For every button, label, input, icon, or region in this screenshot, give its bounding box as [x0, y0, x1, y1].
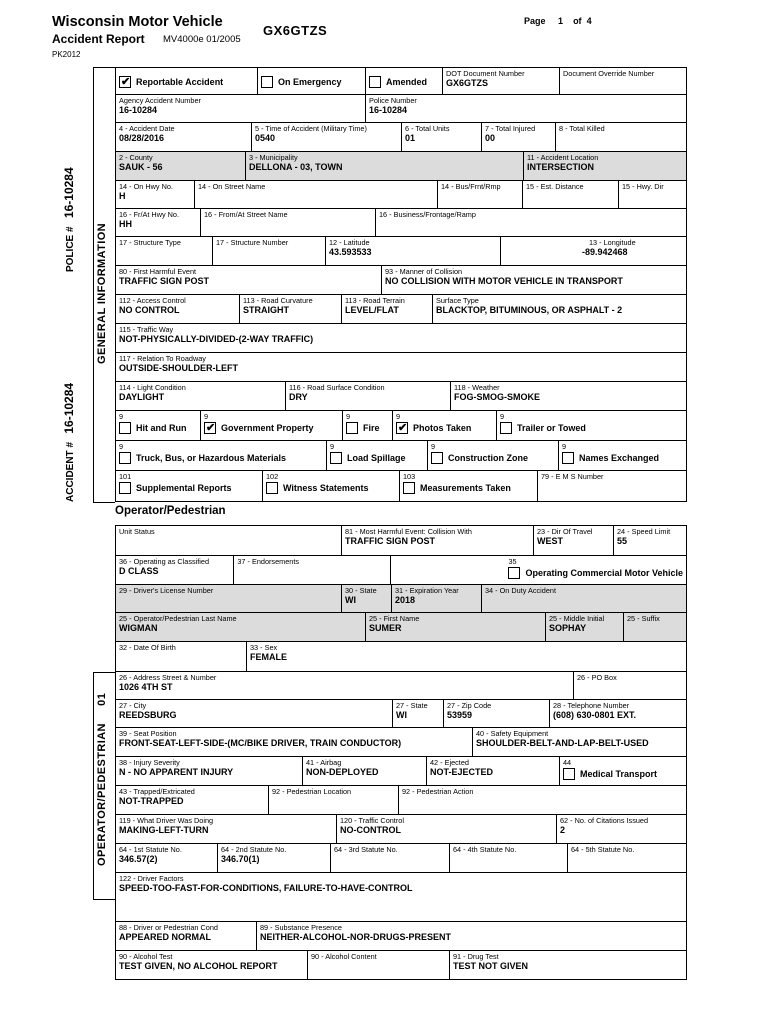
police-side-label: POLICE #	[65, 226, 76, 272]
amended-checkbox[interactable]	[369, 76, 381, 88]
pedloc-label: 92 - Pedestrian Location	[272, 787, 352, 796]
gov-property-checkbox[interactable]	[204, 422, 216, 434]
witness-label: Witness Statements	[283, 483, 369, 493]
speed-value: 55	[617, 536, 628, 546]
truck-label: Truck, Bus, or Hazardous Materials	[136, 453, 287, 463]
addr-value: 1026 4TH ST	[119, 682, 173, 692]
light-value: DAYLIGHT	[119, 392, 165, 402]
statute1-value: 346.57(2)	[119, 854, 158, 864]
muni-value: DELLONA - 03, TOWN	[249, 162, 343, 172]
page-indicator	[524, 16, 592, 26]
exp-value: 2018	[395, 595, 416, 605]
statute5-label: 64 - 5th Statute No.	[571, 845, 635, 854]
state-value: WI	[345, 595, 356, 605]
flags-row-3	[115, 471, 687, 502]
terrain-label: 113 - Road Terrain	[345, 296, 405, 305]
load-label: Load Spillage	[347, 453, 406, 463]
zip-label: 27 - Zip Code	[447, 701, 492, 710]
onhwy-value: H	[119, 191, 126, 201]
weather-value: FOG-SMOG-SMOKE	[454, 392, 540, 402]
date-row	[115, 123, 687, 152]
field-44: 44	[563, 758, 572, 767]
dob-row	[115, 642, 687, 672]
commercial-label: Operating Commercial Motor Vehicle	[525, 568, 683, 578]
field-number: 9	[330, 442, 335, 451]
factors-label: 122 - Driver Factors	[119, 874, 184, 883]
county-label: 2 - County	[119, 153, 153, 162]
st-value: WI	[396, 710, 407, 720]
ems-label: 79 - E M S Number	[541, 472, 604, 481]
safety-label: 40 - Safety Equipment	[476, 729, 549, 738]
flags-row-1	[115, 411, 687, 441]
alccont-label: 90 - Alcohol Content	[311, 952, 377, 961]
injured-value: 00	[485, 133, 496, 143]
fromhwy-value: HH	[119, 219, 132, 229]
onduty-label: 34 - On Duty Accident	[485, 586, 556, 595]
statute-row	[115, 844, 687, 873]
fromstreet-label: 16 - From/At Street Name	[204, 210, 288, 219]
statute4-label: 64 - 4th Statute No.	[453, 845, 517, 854]
fromhwy-label: 16 - Fr/At Hwy No.	[119, 210, 180, 219]
page-total: 4	[586, 16, 592, 26]
unit-status-row	[115, 525, 687, 556]
pk-code: PK2012	[52, 50, 81, 59]
city-value: REEDSBURG	[119, 710, 177, 720]
accident-side-label: ACCIDENT #	[65, 441, 76, 502]
police-num-label: Police Number	[369, 96, 417, 105]
citations-label: 62 - No. of Citations Issued	[560, 816, 649, 825]
cond-value: APPEARED NORMAL	[119, 932, 212, 942]
field-number: 9	[431, 442, 436, 451]
amended-label: Amended	[386, 77, 428, 87]
photos-label: Photos Taken	[413, 423, 472, 433]
fire-checkbox[interactable]	[346, 422, 358, 434]
operator-section-title: Operator/Pedestrian	[115, 505, 226, 517]
location-value: INTERSECTION	[527, 162, 595, 172]
light-row	[115, 382, 687, 411]
exp-label: 31 - Expiration Year	[395, 586, 459, 595]
operator-section-text: OPERATOR/PEDESTRIAN	[96, 723, 108, 866]
form-id: MV4000e 01/2005	[163, 34, 241, 45]
measurements-label: Measurements Taken	[420, 483, 511, 493]
class-value: D CLASS	[119, 566, 159, 576]
citations-value: 2	[560, 825, 566, 835]
harm-coll-value: TRAFFIC SIGN POST	[345, 536, 435, 546]
phone-label: 28 - Telephone Number	[553, 701, 630, 710]
endorse-label: 37 - Endorsements	[237, 557, 300, 566]
reportable-checkbox[interactable]	[119, 76, 131, 88]
weather-label: 118 - Weather	[454, 383, 500, 392]
dob-label: 32 - Date Of Birth	[119, 643, 176, 652]
manner-label: 93 - Manner of Collision	[385, 267, 463, 276]
relation-row	[115, 353, 687, 382]
traffic-row	[115, 324, 687, 353]
structnum-label: 17 - Structure Number	[216, 238, 289, 247]
injury-value: N - NO APPARENT INJURY	[119, 767, 234, 777]
harm-label: 80 - First Harmful Event	[119, 267, 197, 276]
date-label: 4 - Accident Date	[119, 124, 175, 133]
long-label: 13 - Longitude	[589, 238, 636, 247]
access-row	[115, 295, 687, 324]
suffix-label: 25 - Suffix	[627, 614, 660, 623]
onhwy-label: 14 - On Hwy No.	[119, 182, 173, 191]
page-number: 1	[558, 16, 564, 26]
general-info-label: GENERAL INFORMATION	[96, 222, 108, 364]
traffic-label: 115 - Traffic Way	[119, 325, 174, 334]
alctest-label: 90 - Alcohol Test	[119, 952, 173, 961]
field-number: 9	[396, 412, 401, 421]
city-label: 27 - City	[119, 701, 147, 710]
alcohol-row	[115, 951, 687, 980]
middle-label: 25 - Middle Initial	[549, 614, 605, 623]
measurements-checkbox[interactable]	[403, 482, 415, 494]
police-number-side	[62, 167, 76, 272]
alctest-value: TEST GIVEN, NO ALCOHOL REPORT	[119, 961, 278, 971]
structtype-label: 17 - Structure Type	[119, 238, 181, 247]
report-subtitle: Accident Report	[52, 32, 145, 46]
operator-unit-number: 01	[96, 692, 108, 706]
doing-value: MAKING-LEFT-TURN	[119, 825, 209, 835]
photos-checkbox[interactable]	[396, 422, 408, 434]
emergency-label: On Emergency	[278, 77, 342, 87]
hit-run-label: Hit and Run	[136, 423, 187, 433]
seat-row	[115, 728, 687, 757]
police-num-value: 16-10284	[369, 105, 408, 115]
load-checkbox[interactable]	[330, 452, 342, 464]
reportable-label: Reportable Accident	[136, 77, 224, 87]
speed-label: 24 - Speed Limit	[617, 527, 671, 536]
accident-side-number: 16-10284	[62, 382, 76, 434]
dir-label: 23 - Dir Of Travel	[537, 527, 593, 536]
commercial-checkbox[interactable]	[508, 567, 520, 579]
agency-label: Agency Accident Number	[119, 96, 201, 105]
license-row	[115, 585, 687, 613]
injured-label: 7 - Total Injured	[485, 124, 536, 133]
license-label: 29 - Driver's License Number	[119, 586, 214, 595]
trailer-checkbox[interactable]	[500, 422, 512, 434]
zip-value: 53959	[447, 710, 473, 720]
sex-value: FEMALE	[250, 652, 287, 662]
subst-value: NEITHER-ALCOHOL-NOR-DRUGS-PRESENT	[260, 932, 451, 942]
roadsurf-value: DRY	[289, 392, 308, 402]
airbag-label: 41 - Airbag	[306, 758, 342, 767]
county-row	[115, 152, 687, 181]
agency-value: 16-10284	[119, 105, 158, 115]
document-number: GX6GTZS	[263, 23, 328, 38]
killed-label: 8 - Total Killed	[559, 124, 605, 133]
light-label: 114 - Light Condition	[119, 383, 186, 392]
drug-value: TEST NOT GIVEN	[453, 961, 529, 971]
dot-doc-label: DOT Document Number	[446, 69, 525, 78]
statute1-label: 64 - 1st Statute No.	[119, 845, 182, 854]
gov-property-label: Government Property	[221, 423, 314, 433]
page-of: of	[573, 16, 582, 26]
sex-label: 33 - Sex	[250, 643, 278, 652]
condition-row	[115, 922, 687, 951]
pobox-label: 26 - PO Box	[577, 673, 617, 682]
report-title: Wisconsin Motor Vehicle	[52, 14, 223, 30]
muni-label: 3 - Municipality	[249, 153, 298, 162]
page-label: Page	[524, 16, 546, 26]
last-label: 25 - Operator/Pedestrian Last Name	[119, 614, 237, 623]
lat-value: 43.593533	[329, 247, 372, 257]
reportable-row	[115, 67, 687, 95]
factors-value: SPEED-TOO-FAST-FOR-CONDITIONS, FAILURE-TO-HAVE-CONTROL	[119, 883, 413, 893]
agency-row	[115, 95, 687, 123]
harm-row	[115, 266, 687, 295]
override-label: Document Override Number	[563, 69, 655, 78]
st-label: 27 - State	[396, 701, 428, 710]
injury-row	[115, 757, 687, 786]
time-value: 0540	[255, 133, 276, 143]
doing-label: 119 - What Driver Was Doing	[119, 816, 214, 825]
harm-coll-label: 81 - Most Harmful Event: Collision With	[345, 527, 472, 536]
truck-checkbox[interactable]	[119, 452, 131, 464]
first-value: SUMER	[369, 623, 402, 633]
injury-label: 38 - Injury Severity	[119, 758, 180, 767]
units-value: 01	[405, 133, 416, 143]
structure-row	[115, 237, 687, 266]
state-label: 30 - State	[345, 586, 377, 595]
harm-value: TRAFFIC SIGN POST	[119, 276, 209, 286]
units-label: 6 - Total Units	[405, 124, 450, 133]
roadsurf-label: 116 - Road Surface Condition	[289, 383, 385, 392]
ejected-value: NOT-EJECTED	[430, 767, 494, 777]
fromhwy-row	[115, 209, 687, 237]
trapped-label: 43 - Trapped/Extricated	[119, 787, 195, 796]
names-label: Names Exchanged	[579, 453, 660, 463]
factors-row	[115, 873, 687, 922]
statute2-label: 64 - 2nd Statute No.	[221, 845, 287, 854]
onhwy-row	[115, 181, 687, 209]
trapped-row	[115, 786, 687, 815]
time-label: 5 - Time of Accident (Military Time)	[255, 124, 367, 133]
trapped-value: NOT-TRAPPED	[119, 796, 184, 806]
accident-number-side	[62, 383, 76, 502]
class-label: 36 - Operating as Classified	[119, 557, 210, 566]
access-value: NO CONTROL	[119, 305, 180, 315]
airbag-value: NON-DEPLOYED	[306, 767, 379, 777]
city-row	[115, 700, 687, 728]
seat-value: FRONT-SEAT-LEFT-SIDE-(MC/BIKE DRIVER, TRAIN CONDUCTOR)	[119, 738, 402, 748]
traffic-value: NOT-PHYSICALLY-DIVIDED-(2-WAY TRAFFIC)	[119, 334, 314, 344]
access-label: 112 - Access Control	[119, 296, 186, 305]
trailer-label: Trailer or Towed	[517, 423, 586, 433]
witness-checkbox[interactable]	[266, 482, 278, 494]
drug-label: 91 - Drug Test	[453, 952, 499, 961]
location-label: 11 - Accident Location	[527, 153, 599, 162]
lat-label: 12 - Latitude	[329, 238, 370, 247]
flags-row-2	[115, 441, 687, 471]
cond-label: 88 - Driver or Pedestrian Cond	[119, 923, 218, 932]
onstreet-label: 14 - On Street Name	[198, 182, 266, 191]
field-number: 9	[562, 442, 567, 451]
emergency-checkbox[interactable]	[261, 76, 273, 88]
manner-value: NO COLLISION WITH MOTOR VEHICLE IN TRANSPORT	[385, 276, 623, 286]
medical-transport-label: Medical Transport	[580, 769, 658, 779]
surface-label: Surface Type	[436, 296, 479, 305]
dir-value: WEST	[537, 536, 563, 546]
estdist-label: 15 - Est. Distance	[526, 182, 584, 191]
curv-value: STRAIGHT	[243, 305, 289, 315]
hwydir-label: 15 - Hwy. Dir	[622, 182, 664, 191]
frontage-label: 16 - Business/Frontage/Ramp	[379, 210, 476, 219]
hit-run-checkbox[interactable]	[119, 422, 131, 434]
medical-transport-checkbox[interactable]	[563, 768, 575, 780]
county-value: SAUK - 56	[119, 162, 163, 172]
field-number: 9	[500, 412, 505, 421]
terrain-value: LEVEL/FLAT	[345, 305, 399, 315]
tcontrol-value: NO-CONTROL	[340, 825, 401, 835]
date-value: 08/28/2016	[119, 133, 165, 143]
addr-label: 26 - Address Street & Number	[119, 673, 217, 682]
supplemental-label: Supplemental Reports	[136, 483, 232, 493]
field-102: 102	[266, 472, 279, 481]
first-label: 25 - First Name	[369, 614, 420, 623]
class-row	[115, 556, 687, 585]
doing-row	[115, 815, 687, 844]
field-number: 9	[119, 412, 124, 421]
statute2-value: 346.70(1)	[221, 854, 260, 864]
relation-label: 117 - Relation To Roadway	[119, 354, 206, 363]
statute3-label: 64 - 3rd Statute No.	[334, 845, 398, 854]
field-103: 103	[403, 472, 416, 481]
relation-value: OUTSIDE-SHOULDER-LEFT	[119, 363, 238, 373]
field-35: 35	[508, 557, 517, 566]
tcontrol-label: 120 - Traffic Control	[340, 816, 404, 825]
field-number: 9	[346, 412, 351, 421]
field-number: 9	[119, 442, 124, 451]
supplemental-checkbox[interactable]	[119, 482, 131, 494]
fire-label: Fire	[363, 423, 380, 433]
dot-doc-value: GX6GTZS	[446, 78, 489, 88]
construction-label: Construction Zone	[448, 453, 528, 463]
pedact-label: 92 - Pedestrian Action	[402, 787, 474, 796]
subst-label: 89 - Substance Presence	[260, 923, 342, 932]
police-side-number: 16-10284	[62, 167, 76, 219]
unit-status-label: Unit Status	[119, 527, 155, 536]
seat-label: 39 - Seat Position	[119, 729, 177, 738]
address-row	[115, 672, 687, 700]
ejected-label: 42 - Ejected	[430, 758, 469, 767]
last-value: WIGMAN	[119, 623, 158, 633]
phone-value: (608) 630-0801 EXT.	[553, 710, 637, 720]
operator-section-label	[96, 693, 108, 866]
field-number: 9	[204, 412, 209, 421]
bus-label: 14 - Bus/Frnt/Rmp	[441, 182, 501, 191]
names-checkbox[interactable]	[562, 452, 574, 464]
middle-value: SOPHAY	[549, 623, 587, 633]
construction-checkbox[interactable]	[431, 452, 443, 464]
name-row	[115, 613, 687, 642]
long-value: -89.942468	[582, 247, 628, 257]
safety-value: SHOULDER-BELT-AND-LAP-BELT-USED	[476, 738, 649, 748]
surface-value: BLACKTOP, BITUMINOUS, OR ASPHALT - 2	[436, 305, 623, 315]
field-101: 101	[119, 472, 132, 481]
curv-label: 113 - Road Curvature	[243, 296, 313, 305]
